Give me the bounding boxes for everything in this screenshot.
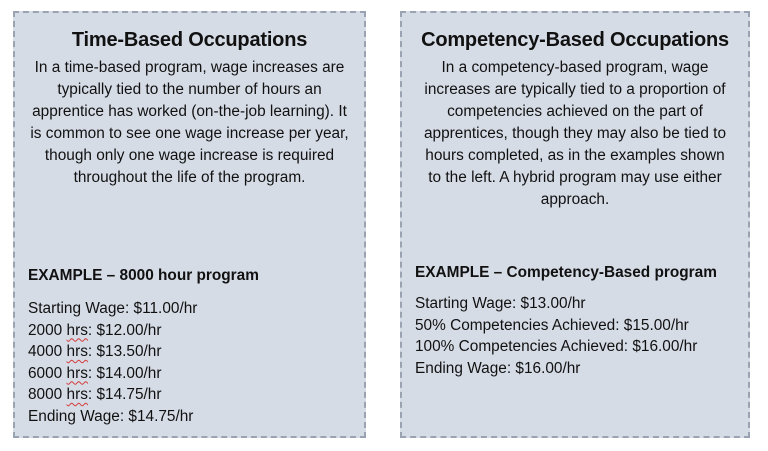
competency-based-example-list — [415, 293, 697, 379]
spellcheck-underlined-word: hrs — [66, 321, 88, 339]
list-item: 4000 hrs: $13.50/hr — [28, 343, 162, 360]
list-item: 100% Competencies Achieved: $16.00/hr — [415, 338, 698, 355]
spellcheck-underlined-word: hrs — [66, 343, 88, 360]
spellcheck-underlined-word: hrs — [66, 364, 88, 382]
list-item: Ending Wage: $16.00/hr — [415, 359, 581, 377]
list-item: 6000 hrs: $14.00/hr — [28, 364, 162, 382]
spellcheck-underlined-word: hrs — [66, 386, 88, 403]
competency-based-example-heading: EXAMPLE – Competency-Based program — [415, 264, 717, 281]
time-based-example-list — [28, 298, 197, 427]
list-item: 50% Competencies Achieved: $15.00/hr — [415, 316, 689, 334]
time-based-panel — [13, 11, 366, 438]
competency-based-panel — [400, 11, 750, 438]
competency-based-description: In a competency-based program, wage increases are typically tied to a proportion of competencies achieved on the part of apprentices, though they may also be tied to hours completed, as in the examples shown to the left. A hybrid program may use either approach. — [423, 59, 727, 208]
list-item: Ending Wage: $14.75/hr — [28, 407, 194, 425]
time-based-example-heading: EXAMPLE – 8000 hour program — [28, 267, 259, 284]
list-item: 2000 hrs: $12.00/hr — [28, 321, 162, 339]
list-item: Starting Wage: $11.00/hr — [28, 300, 198, 317]
list-item: 8000 hrs: $14.75/hr — [28, 386, 162, 403]
competency-based-title: Competency-Based Occupations — [421, 29, 729, 51]
list-item: Starting Wage: $13.00/hr — [415, 295, 586, 312]
time-based-title: Time-Based Occupations — [71, 29, 308, 51]
time-based-description: In a time-based program, wage increases are typically tied to the number of hours an apprentice has worked (on-the-job learning). It is common to see one wage increase per year, though only one wage increase is required throughout the life of the program. — [30, 59, 349, 186]
